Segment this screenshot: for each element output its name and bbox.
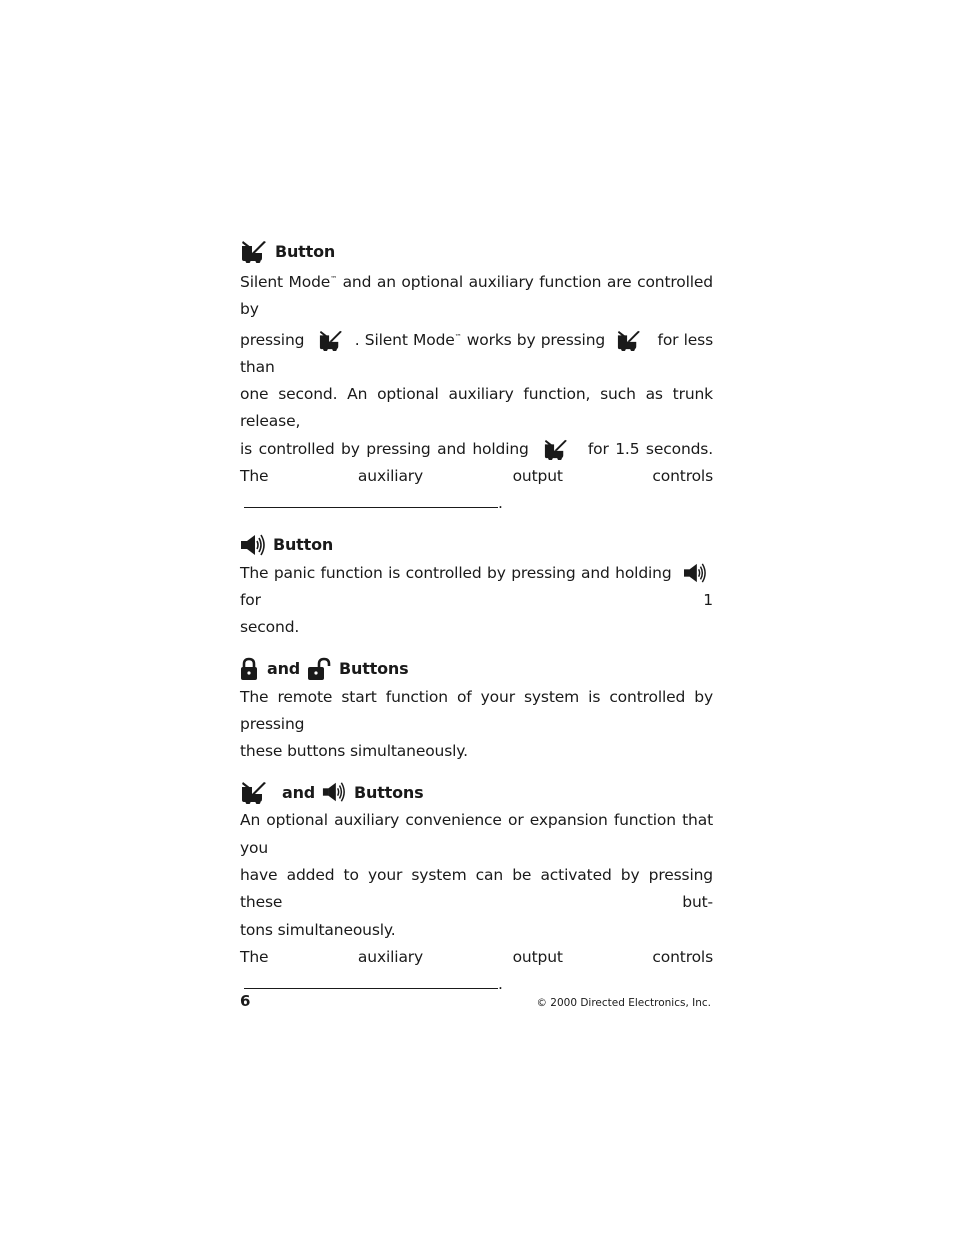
lock-icon (240, 657, 258, 681)
trunk-release-icon (318, 329, 342, 351)
trunk-release-icon (543, 438, 567, 460)
section-body: The remote start function of your system is controlled by pressing these buttons simultaneously. (240, 687, 713, 761)
speaker-panic-icon (322, 780, 346, 804)
fill-in-blank[interactable] (244, 493, 498, 508)
trunk-release-icon (240, 239, 266, 263)
section-body: An optional auxiliary convenience or expansion function that you have added to your system can be activated by pressing these but- tons simultaneously. The auxiliary output controls. (240, 811, 713, 994)
heading-label: Button (275, 241, 336, 261)
trunk-button-section (240, 236, 713, 518)
heading-label: Button (273, 535, 334, 555)
lock-unlock-section (240, 654, 713, 766)
section-heading (240, 530, 713, 560)
section-body: The panic function is controlled by pressing and holding for 1 second. (240, 563, 713, 637)
section-heading (240, 654, 713, 684)
speaker-panic-icon (240, 533, 266, 557)
heading-and: and (282, 782, 316, 802)
fill-in-blank[interactable] (244, 974, 498, 989)
trunk-release-icon (240, 780, 266, 804)
heading-label: Buttons (339, 659, 409, 679)
speaker-panic-icon (683, 562, 707, 584)
heading-and: and (267, 659, 301, 679)
unlock-icon (307, 657, 331, 681)
section-heading (240, 236, 713, 266)
page-number: 6 (240, 992, 251, 1010)
section-body: Silent Mode™ and an optional auxiliary function are controlled by pressing . Silent Mode™ works by pressing for less than one second. An optional auxiliary function, such as trunk release, is controlled by pressing and holding for 1.5 seconds. The auxiliary output controls. (240, 273, 714, 513)
copyright-notice: © 2000 Directed Electronics, Inc. (536, 997, 711, 1009)
manual-page (240, 236, 713, 1011)
section-heading (240, 777, 713, 807)
trunk-release-icon (616, 329, 640, 351)
heading-label: Buttons (354, 782, 424, 802)
panic-button-section (240, 530, 713, 642)
trunk-panic-section (240, 777, 713, 998)
